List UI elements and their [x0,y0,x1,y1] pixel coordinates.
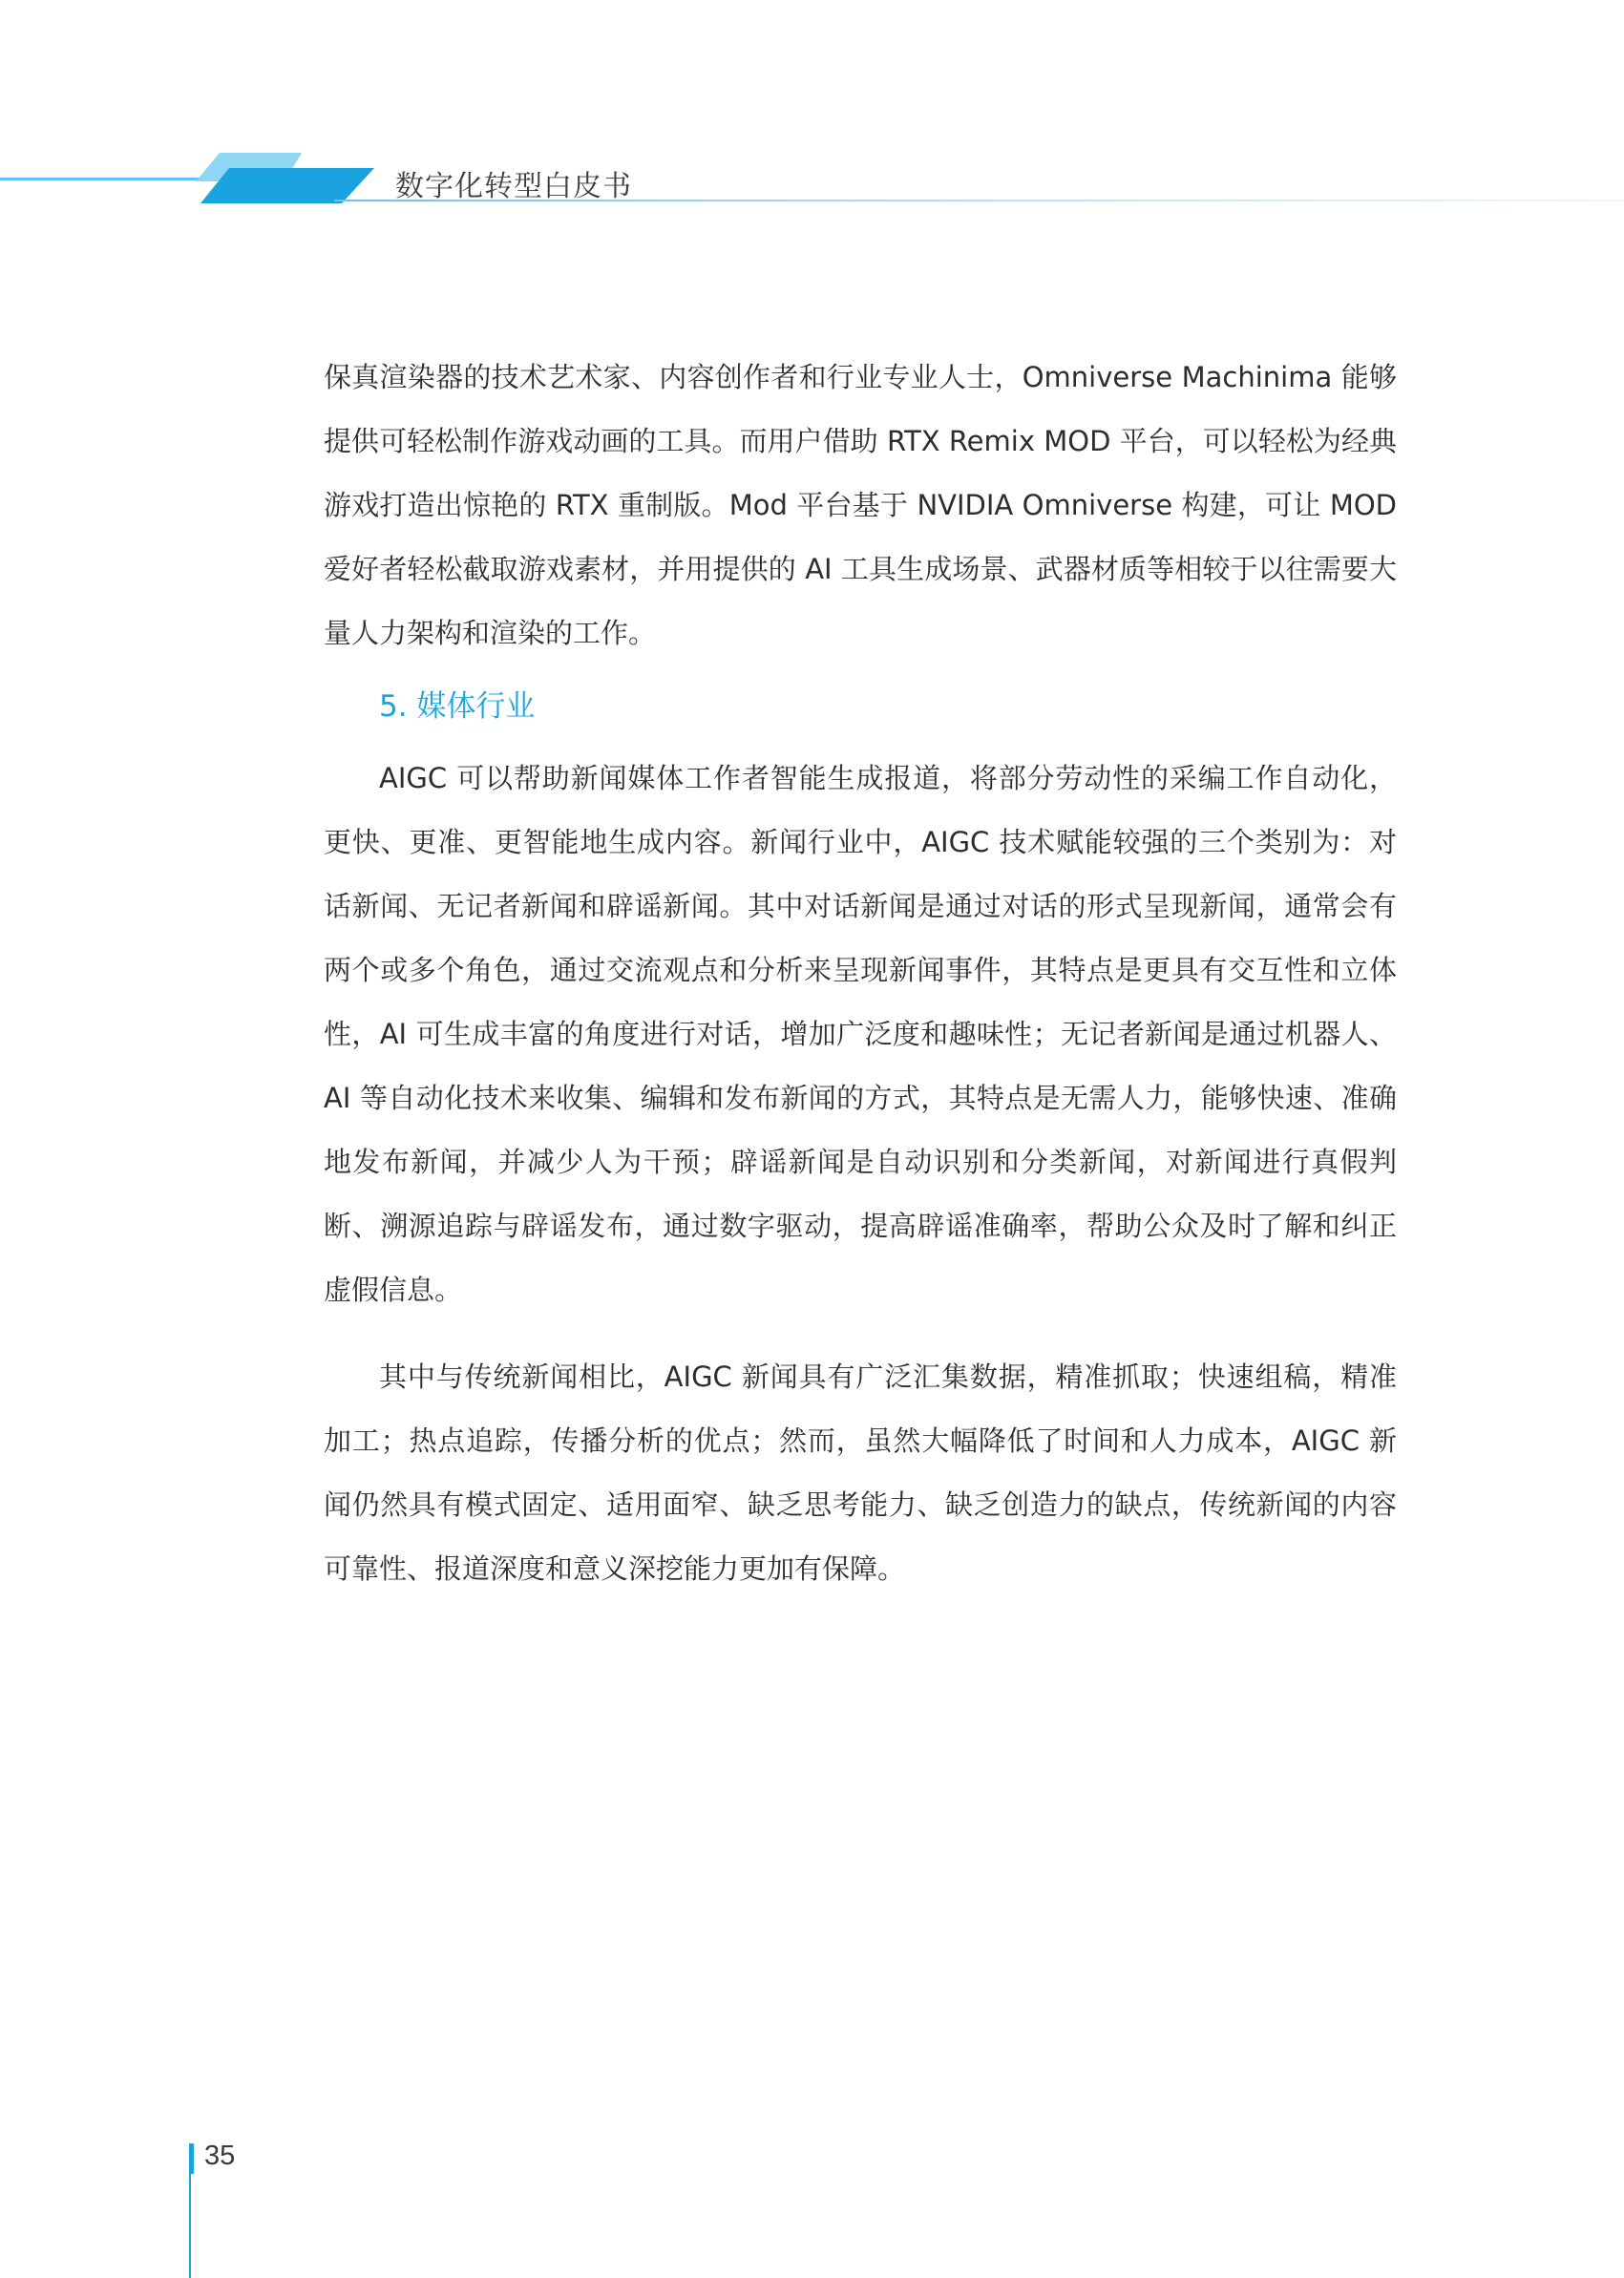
footer-vertical-rule [189,2174,191,2278]
page-number: 35 [204,2141,236,2171]
header-dark-parallelogram [200,168,374,203]
body-paragraph-continued: 保真渲染器的技术艺术家、内容创作者和行业专业人士，Omniverse Machinima 能够提供可轻松制作游戏动画的工具。而用户借助 RTX Remix MOD 平台，可以轻松为经典游戏打造出惊艳的 RTX 重制版。Mod 平台基于 NVIDIA Omniverse 构建，可让 MOD 爱好者轻松截取游戏素材，并用提供的 AI 工具生成场景、武器材质等相较于以往需要大量人力架构和渲染的工作。 [324,361,1397,649]
page-number-marker [189,2143,194,2174]
body-paragraph-comparison: 其中与传统新闻相比，AIGC 新闻具有广泛汇集数据，精准抓取；快速组稿，精准加工；热点追踪，传播分析的优点；然而，虽然大幅降低了时间和人力成本，AIGC 新闻仍然具有模式固定、适用面窄、缺乏思考能力、缺乏创造力的缺点，传统新闻的内容可靠性、报道深度和意义深挖能力更加有保障。 [324,1360,1397,1585]
header-decoration-icon [0,0,382,248]
body-paragraph-media-intro: AIGC 可以帮助新闻媒体工作者智能生成报道，将部分劳动性的采编工作自动化，更快、更准、更智能地生成内容。新闻行业中，AIGC 技术赋能较强的三个类别为：对话新闻、无记者新闻和辟谣新闻。其中对话新闻是通过对话的形式呈现新闻，通常会有两个或多个角色，通过交流观点和分析来呈现新闻事件，其特点是更具有交互性和立体性，AI 可生成丰富的角度进行对话，增加广泛度和趣味性；无记者新闻是通过机器人、AI 等自动化技术来收集、编辑和发布新闻的方式，其特点是无需人力，能够快速、准确地发布新闻，并减少人为干预；辟谣新闻是自动识别和分类新闻，对新闻进行真假判断、溯源追踪与辟谣发布，通过数字驱动，提高辟谣准确率，帮助公众及时了解和纠正虚假信息。 [324,762,1397,1306]
main-content [324,346,1397,1601]
running-header-title: 数字化转型白皮书 [395,170,632,203]
paragraph-spacer [324,1322,1397,1345]
section-heading: 5. 媒体行业 [379,689,536,724]
